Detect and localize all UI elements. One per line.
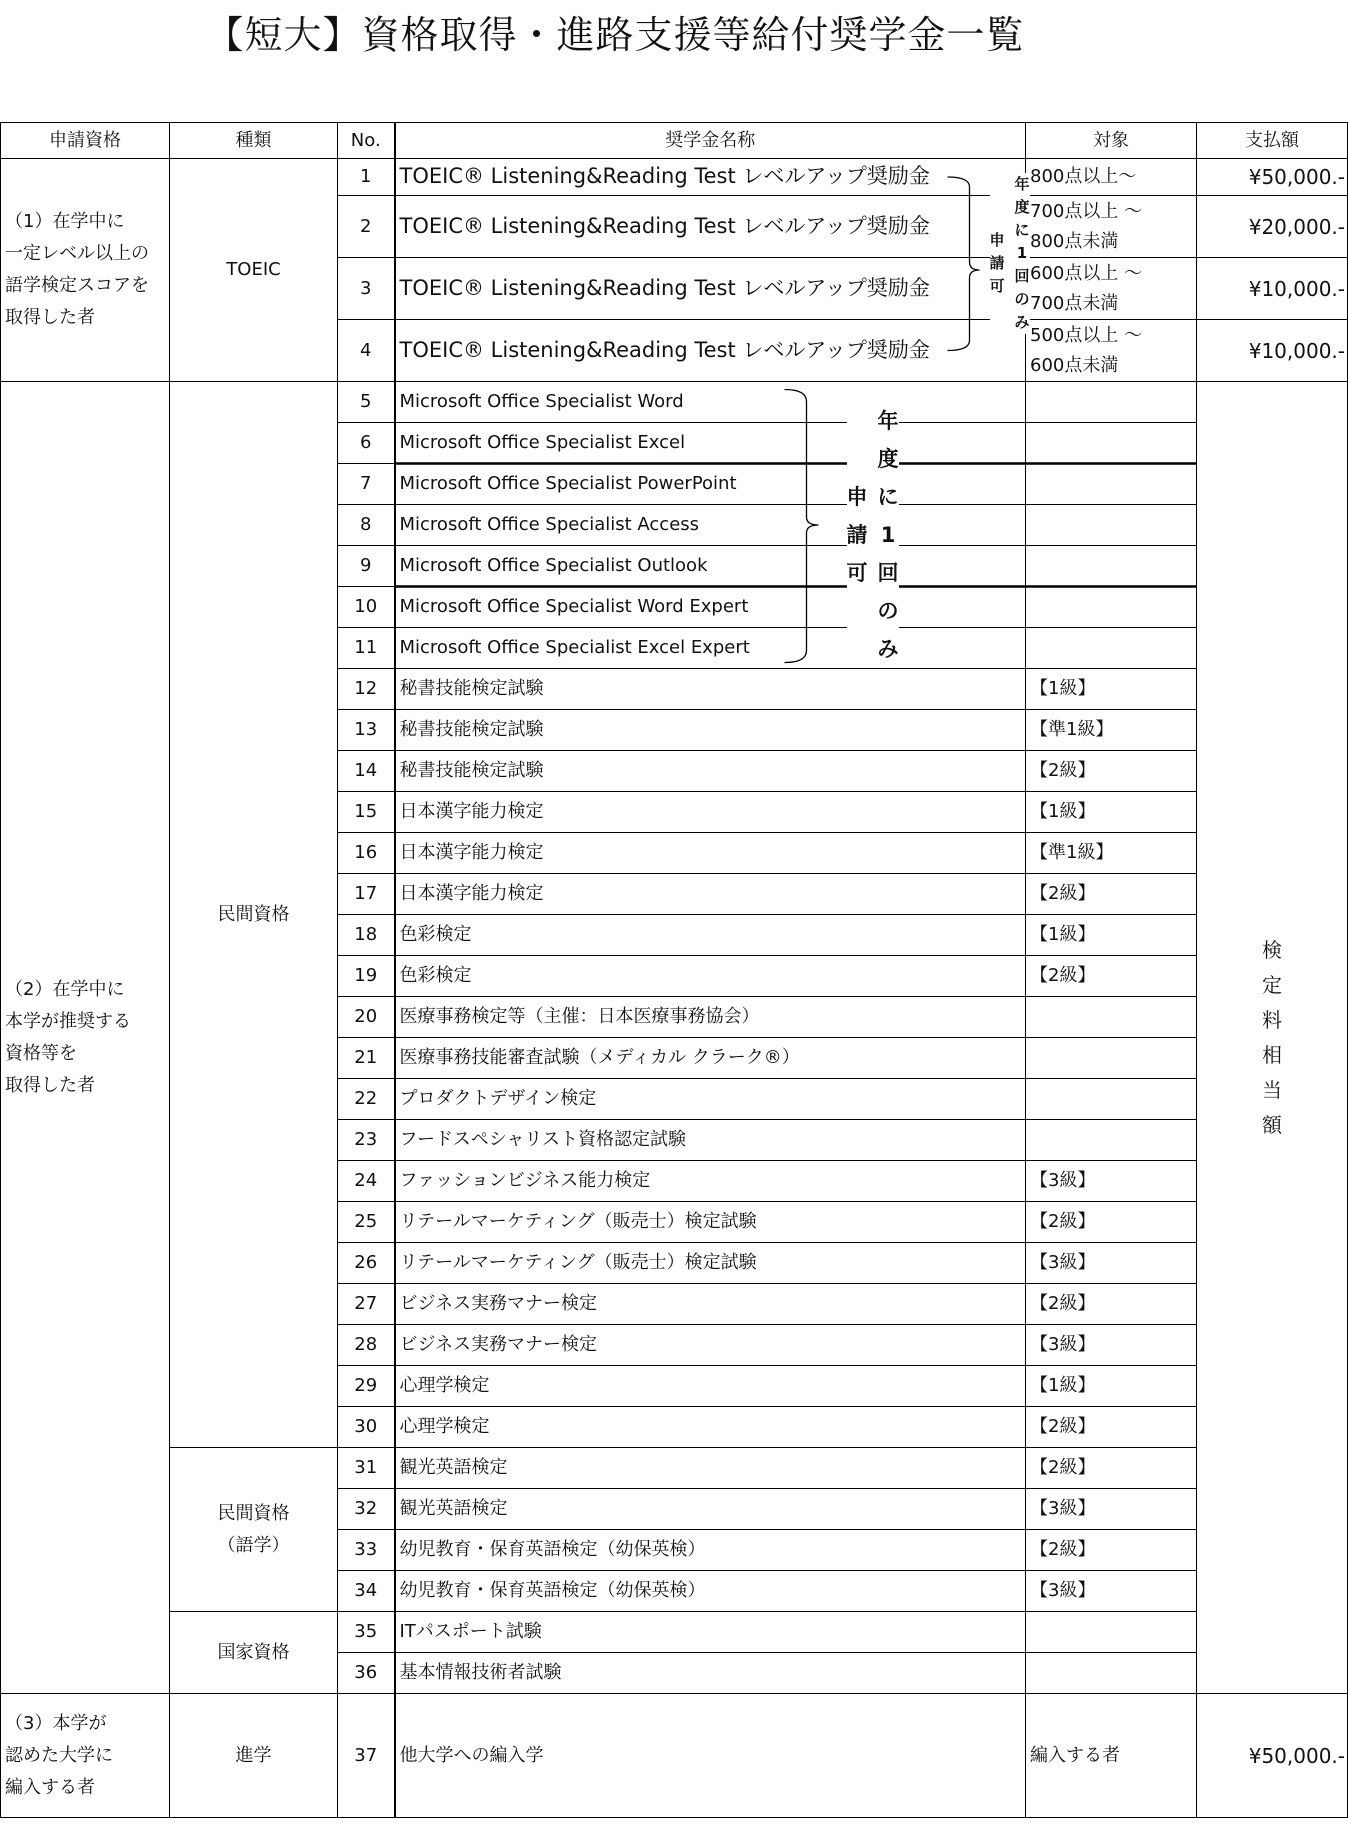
row-number: 30 <box>338 1407 395 1448</box>
scholarship-name: 幼児教育・保育英語検定（幼保英検） <box>395 1571 1026 1612</box>
row-number: 33 <box>338 1530 395 1571</box>
scholarship-name: リテールマーケティング（販売士）検定試験 <box>395 1202 1026 1243</box>
amount-cell: ¥20,000.- <box>1197 196 1348 258</box>
header-scholarship-name: 奨学金名称 <box>395 123 1026 159</box>
row-number: 26 <box>338 1243 395 1284</box>
scholarship-name: 色彩検定 <box>395 956 1026 997</box>
scholarship-name: 観光英語検定 <box>395 1489 1026 1530</box>
row-number: 27 <box>338 1284 395 1325</box>
target-cell: 【3級】 <box>1026 1161 1197 1202</box>
note-char: 申 <box>989 230 1005 249</box>
header-amount: 支払額 <box>1197 123 1348 159</box>
note-char: に <box>877 484 899 509</box>
table-row <box>1 1694 1348 1818</box>
target-cell <box>1026 320 1197 382</box>
target-line: 700点未満 <box>1030 292 1119 314</box>
target-cell <box>1026 546 1197 587</box>
note-char: 請 <box>846 522 868 547</box>
table-row <box>1 1448 1348 1489</box>
scholarship-name: 秘書技能検定試験 <box>395 710 1026 751</box>
row-number: 29 <box>338 1366 395 1407</box>
row-number: 18 <box>338 915 395 956</box>
header-qualification: 申請資格 <box>1 123 170 159</box>
target-line: 800点以上～ <box>1030 166 1137 187</box>
scholarship-name: TOEIC® Listening&Reading Test レベルアップ奨励金 <box>395 159 1026 196</box>
scholarship-name: 幼児教育・保育英語検定（幼保英検） <box>395 1530 1026 1571</box>
row-number: 8 <box>338 505 395 546</box>
target-cell: 【2級】 <box>1026 1284 1197 1325</box>
scholarship-name: Microsoft Office Specialist Excel Expert <box>395 628 1026 669</box>
row-number: 1 <box>338 159 395 196</box>
row-number: 2 <box>338 196 395 258</box>
type-cell-national: 国家資格 <box>170 1612 338 1694</box>
scholarship-name: 色彩検定 <box>395 915 1026 956</box>
target-line: 600点未満 <box>1030 354 1119 376</box>
target-cell: 【3級】 <box>1026 1571 1197 1612</box>
qualification-line: 語学検定スコアを <box>5 275 149 296</box>
scholarship-name: Microsoft Office Specialist Excel <box>395 423 1026 464</box>
amount-cell: ¥50,000.- <box>1197 1694 1348 1818</box>
qualification-line: （2）在学中に <box>5 978 125 1000</box>
target-cell <box>1026 258 1197 320</box>
target-cell: 【2級】 <box>1026 874 1197 915</box>
row-number: 19 <box>338 956 395 997</box>
target-line: 500点以上 ～ <box>1030 324 1143 346</box>
type-cell-toeic: TOEIC <box>170 159 338 382</box>
row-number: 24 <box>338 1161 395 1202</box>
scholarship-name: Microsoft Office Specialist Word <box>395 382 1026 423</box>
row-number: 32 <box>338 1489 395 1530</box>
row-number: 4 <box>338 320 395 382</box>
toeic-once-per-year-note <box>990 173 1030 334</box>
exam-fee-char: 定 <box>1262 972 1282 997</box>
target-line: 800点未満 <box>1030 230 1119 252</box>
target-cell <box>1026 997 1197 1038</box>
row-number: 25 <box>338 1202 395 1243</box>
target-cell <box>1026 196 1197 258</box>
qualification-line: （3）本学が <box>5 1712 107 1734</box>
scholarship-name: 日本漢字能力検定 <box>395 833 1026 874</box>
note-char: 度 <box>877 446 899 471</box>
qualification-line: 一定レベル以上の <box>5 243 149 264</box>
table-row <box>1 1612 1348 1653</box>
scholarship-name: 他大学への編入学 <box>395 1694 1026 1818</box>
target-cell: 【2級】 <box>1026 1407 1197 1448</box>
target-cell: 【準1級】 <box>1026 833 1197 874</box>
row-number: 13 <box>338 710 395 751</box>
row-number: 3 <box>338 258 395 320</box>
row-number: 21 <box>338 1038 395 1079</box>
table-row <box>1 382 1348 423</box>
row-number: 20 <box>338 997 395 1038</box>
note-char: 度 <box>1014 197 1030 216</box>
amount-cell: ¥10,000.- <box>1197 258 1348 320</box>
note-char: に <box>1014 220 1030 239</box>
qualification-cell-1 <box>1 159 170 382</box>
type-cell-advance: 進学 <box>170 1694 338 1818</box>
target-cell: 【2級】 <box>1026 1530 1197 1571</box>
target-cell: 【3級】 <box>1026 1325 1197 1366</box>
scholarship-name: 心理学検定 <box>395 1407 1026 1448</box>
amount-cell: ¥10,000.- <box>1197 320 1348 382</box>
exam-fee-char: 相 <box>1262 1042 1282 1067</box>
scholarship-name: 観光英語検定 <box>395 1448 1026 1489</box>
scholarship-name: 医療事務技能審査試験（メディカル クラーク®） <box>395 1038 1026 1079</box>
amount-cell: ¥50,000.- <box>1197 159 1348 196</box>
row-number: 14 <box>338 751 395 792</box>
exam-fee-char: 検 <box>1262 937 1282 962</box>
note-char: 可 <box>989 276 1005 295</box>
type-cell-private-language <box>170 1448 338 1612</box>
scholarship-name: Microsoft Office Specialist Access <box>395 505 1026 546</box>
scholarship-name: ビジネス実務マナー検定 <box>395 1325 1026 1366</box>
qualification-line: 認めた大学に <box>5 1744 113 1766</box>
target-cell: 【2級】 <box>1026 1448 1197 1489</box>
target-cell <box>1026 1120 1197 1161</box>
row-number: 22 <box>338 1079 395 1120</box>
qualification-line: （1）在学中に <box>5 211 125 232</box>
row-number: 35 <box>338 1612 395 1653</box>
target-line: 700点以上 ～ <box>1030 200 1143 222</box>
target-cell <box>1026 159 1197 196</box>
scholarship-name: 心理学検定 <box>395 1366 1026 1407</box>
row-number: 31 <box>338 1448 395 1489</box>
target-cell <box>1026 505 1197 546</box>
note-char: 回 <box>1014 266 1030 285</box>
scholarship-name: 秘書技能検定試験 <box>395 751 1026 792</box>
qualification-cell-2 <box>1 382 170 1694</box>
row-number: 23 <box>338 1120 395 1161</box>
target-cell: 【2級】 <box>1026 1202 1197 1243</box>
header-row <box>1 123 1348 159</box>
exam-fee-amount-cell <box>1197 382 1348 1694</box>
target-cell <box>1026 464 1197 505</box>
row-number: 9 <box>338 546 395 587</box>
type-cell-private: 民間資格 <box>170 382 338 1448</box>
target-cell <box>1026 382 1197 423</box>
scholarship-name: ITパスポート試験 <box>395 1612 1026 1653</box>
target-cell: 【2級】 <box>1026 751 1197 792</box>
table-body <box>1 159 1348 1818</box>
target-cell: 【1級】 <box>1026 1366 1197 1407</box>
row-number: 34 <box>338 1571 395 1612</box>
header-type: 種類 <box>170 123 338 159</box>
scholarship-name: フードスペシャリスト資格認定試験 <box>395 1120 1026 1161</box>
target-cell: 【3級】 <box>1026 1489 1197 1530</box>
header-target: 対象 <box>1026 123 1197 159</box>
qualification-line: 取得した者 <box>5 307 95 328</box>
note-char: の <box>1014 289 1030 308</box>
row-number: 11 <box>338 628 395 669</box>
scholarship-name: Microsoft Office Specialist Outlook <box>395 546 1026 587</box>
note-char: 申 <box>846 484 868 509</box>
scholarship-name: Microsoft Office Specialist PowerPoint <box>395 464 1026 505</box>
target-cell <box>1026 1038 1197 1079</box>
type-line: 民間資格 <box>217 1502 290 1524</box>
page-title: 【短大】資格取得・進路支援等給付奨学金一覧 <box>205 13 1025 57</box>
scholarship-name: リテールマーケティング（販売士）検定試験 <box>395 1243 1026 1284</box>
header-no: No. <box>338 123 395 159</box>
note-char: 1 <box>1016 243 1028 262</box>
scholarship-name: TOEIC® Listening&Reading Test レベルアップ奨励金 <box>395 258 1026 320</box>
target-cell: 【1級】 <box>1026 669 1197 710</box>
mos-once-per-year-note <box>847 402 899 668</box>
target-cell <box>1026 1612 1197 1653</box>
target-cell <box>1026 423 1197 464</box>
type-line: （語学） <box>217 1534 290 1556</box>
note-char: み <box>877 636 899 661</box>
row-number: 12 <box>338 669 395 710</box>
note-char: み <box>1014 312 1030 331</box>
scholarship-name: 基本情報技術者試験 <box>395 1653 1026 1694</box>
row-number: 16 <box>338 833 395 874</box>
target-cell: 【1級】 <box>1026 915 1197 956</box>
row-number: 17 <box>338 874 395 915</box>
target-cell <box>1026 628 1197 669</box>
row-number: 36 <box>338 1653 395 1694</box>
scholarship-name: 日本漢字能力検定 <box>395 792 1026 833</box>
table-row <box>1 159 1348 196</box>
note-char: の <box>877 598 899 623</box>
target-cell: 【3級】 <box>1026 1243 1197 1284</box>
note-char: 1 <box>880 522 896 547</box>
note-char: 年 <box>877 408 899 433</box>
exam-fee-char: 当 <box>1262 1077 1282 1102</box>
scholarship-name: 日本漢字能力検定 <box>395 874 1026 915</box>
target-cell <box>1026 587 1197 628</box>
qualification-line: 取得した者 <box>5 1074 95 1096</box>
scholarship-table <box>0 122 1348 1818</box>
scholarship-name: Microsoft Office Specialist Word Expert <box>395 587 1026 628</box>
target-cell <box>1026 1079 1197 1120</box>
scholarship-name: ビジネス実務マナー検定 <box>395 1284 1026 1325</box>
scholarship-name: TOEIC® Listening&Reading Test レベルアップ奨励金 <box>395 196 1026 258</box>
scholarship-name: ファッションビジネス能力検定 <box>395 1161 1026 1202</box>
note-char: 可 <box>846 560 868 585</box>
target-cell: 【準1級】 <box>1026 710 1197 751</box>
target-line: 600点以上 ～ <box>1030 262 1143 284</box>
scholarship-name: 医療事務検定等（主催：日本医療事務協会） <box>395 997 1026 1038</box>
exam-fee-char: 料 <box>1262 1007 1282 1032</box>
target-cell: 【2級】 <box>1026 956 1197 997</box>
note-char: 年 <box>1014 174 1030 193</box>
target-cell: 【1級】 <box>1026 792 1197 833</box>
qualification-line: 編入する者 <box>5 1776 95 1798</box>
target-cell <box>1026 1653 1197 1694</box>
scholarship-name: TOEIC® Listening&Reading Test レベルアップ奨励金 <box>395 320 1026 382</box>
qualification-cell-3 <box>1 1694 170 1818</box>
row-number: 28 <box>338 1325 395 1366</box>
qualification-line: 資格等を <box>5 1042 77 1064</box>
row-number: 10 <box>338 587 395 628</box>
exam-fee-char: 額 <box>1262 1112 1282 1137</box>
row-number: 5 <box>338 382 395 423</box>
target-cell: 編入する者 <box>1026 1694 1197 1818</box>
qualification-line: 本学が推奨する <box>5 1010 131 1032</box>
row-number: 15 <box>338 792 395 833</box>
scholarship-name: 秘書技能検定試験 <box>395 669 1026 710</box>
note-char: 請 <box>989 253 1005 272</box>
scholarship-name: プロダクトデザイン検定 <box>395 1079 1026 1120</box>
row-number: 7 <box>338 464 395 505</box>
row-number: 37 <box>338 1694 395 1818</box>
row-number: 6 <box>338 423 395 464</box>
note-char: 回 <box>877 560 899 585</box>
